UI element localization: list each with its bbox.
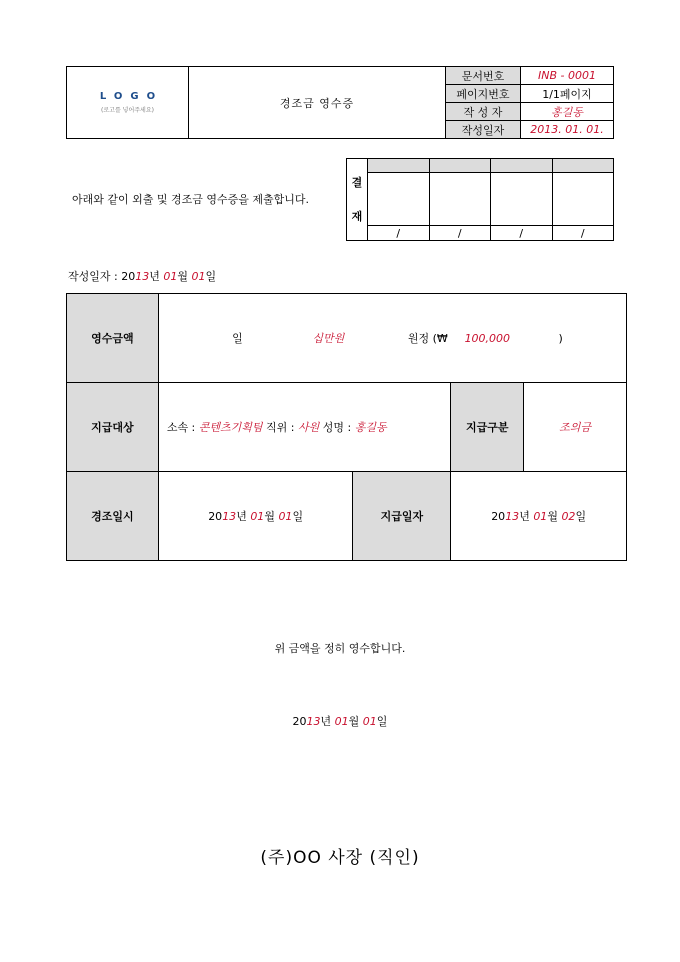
- meta-value-doc-no: INB - 0001: [521, 67, 614, 85]
- payment-type-label: 지급구분: [451, 383, 524, 472]
- pay-date-prefix: 20: [491, 510, 506, 523]
- write-date-month: 01: [163, 270, 178, 283]
- write-date-day: 01: [191, 270, 206, 283]
- write-date-year: 13: [135, 270, 150, 283]
- approval-title-2: [429, 159, 491, 173]
- amount-close-paren: ): [558, 332, 563, 345]
- meta-label-date: 작성일자: [446, 121, 521, 139]
- payment-type-value[interactable]: 조의금: [524, 383, 627, 472]
- meta-label-doc-no: 문서번호: [446, 67, 521, 85]
- amount-cell[interactable]: [158, 294, 626, 383]
- approval-sign-2[interactable]: [429, 173, 491, 226]
- pay-date-day-suffix: 일: [575, 510, 587, 523]
- approval-side-label: [347, 159, 368, 241]
- event-date-month: 01: [250, 510, 265, 523]
- position-label: 직위 :: [262, 421, 298, 434]
- pay-date-year-suffix: 년: [519, 510, 534, 523]
- logo-text: LOGO: [99, 91, 164, 102]
- meta-value-page: 1/1페이지: [521, 85, 614, 103]
- approval-side-bottom: 재: [351, 209, 363, 223]
- write-date-prefix: 작성일자 : 20: [68, 270, 136, 283]
- approval-date-2: /: [429, 226, 491, 241]
- name-value: 홍길동: [354, 421, 387, 434]
- intro-text: 아래와 같이 외출 및 경조금 영수증을 제출합니다.: [72, 193, 309, 206]
- bottom-date-month: 01: [334, 715, 349, 728]
- approval-title-4: [552, 159, 614, 173]
- write-date-year-suffix: 년: [149, 270, 164, 283]
- bottom-date-year-suffix: 년: [320, 715, 335, 728]
- name-label: 성명 :: [319, 421, 355, 434]
- approval-date-1: /: [368, 226, 430, 241]
- pay-date-day: 02: [561, 510, 576, 523]
- approval-box: [346, 158, 614, 241]
- amount-row: [67, 294, 627, 383]
- approval-date-4: /: [552, 226, 614, 241]
- amount-il: 일: [232, 332, 243, 345]
- approval-date-3: /: [491, 226, 553, 241]
- bottom-date-prefix: 20: [292, 715, 307, 728]
- approval-title-1: [368, 159, 430, 173]
- pay-date-month: 01: [533, 510, 548, 523]
- meta-label-author: 작 성 자: [446, 103, 521, 121]
- pay-date-year: 13: [505, 510, 520, 523]
- payee-label: 지급대상: [67, 383, 159, 472]
- amount-won-prefix: 원정 (₩: [407, 332, 448, 345]
- event-date-year-suffix: 년: [236, 510, 251, 523]
- amount-label: 영수금액: [67, 294, 159, 383]
- confirm-text: 위 금액을 정히 영수합니다.: [274, 642, 406, 655]
- amount-korean: 십만원: [312, 332, 345, 345]
- document-title: 경조금 영수증: [189, 67, 446, 139]
- meta-value-date: 2013. 01. 01.: [521, 121, 614, 139]
- approval-sign-4[interactable]: [552, 173, 614, 226]
- event-date-label: 경조일시: [67, 472, 159, 561]
- payee-info-cell[interactable]: [158, 383, 450, 472]
- pay-date-label: 지급일자: [353, 472, 451, 561]
- receipt-table: [66, 293, 627, 561]
- approval-sign-3[interactable]: [491, 173, 553, 226]
- payee-row: [67, 383, 627, 472]
- approval-sign-1[interactable]: [368, 173, 430, 226]
- logo-subtext: (로고를 넣어주세요): [101, 107, 154, 114]
- meta-value-author: 홍길동: [521, 103, 614, 121]
- meta-label-page: 페이지번호: [446, 85, 521, 103]
- dept-value: 콘텐츠기획팀: [198, 421, 263, 434]
- write-date-day-suffix: 일: [205, 270, 217, 283]
- document-header: [66, 66, 614, 139]
- event-date-day-suffix: 일: [292, 510, 304, 523]
- bottom-date: [0, 713, 680, 729]
- signature-line: (주)OO 사장 (직인): [260, 848, 420, 868]
- bottom-date-day-suffix: 일: [376, 715, 388, 728]
- bottom-date-year: 13: [306, 715, 321, 728]
- event-date-value[interactable]: [158, 472, 353, 561]
- approval-side-top: 결: [351, 175, 363, 189]
- event-date-year: 13: [222, 510, 237, 523]
- logo-box: [67, 67, 189, 139]
- position-value: 사원: [297, 421, 320, 434]
- event-date-prefix: 20: [208, 510, 223, 523]
- event-date-month-suffix: 월: [264, 510, 279, 523]
- pay-date-value[interactable]: [451, 472, 627, 561]
- amount-numeric: 100,000: [464, 332, 511, 345]
- bottom-date-month-suffix: 월: [348, 715, 363, 728]
- write-date-month-suffix: 월: [177, 270, 192, 283]
- bottom-date-day: 01: [362, 715, 377, 728]
- pay-date-month-suffix: 월: [547, 510, 562, 523]
- dept-label: 소속 :: [166, 421, 199, 434]
- write-date: [68, 268, 216, 284]
- approval-title-3: [491, 159, 553, 173]
- date-row: [67, 472, 627, 561]
- event-date-day: 01: [278, 510, 293, 523]
